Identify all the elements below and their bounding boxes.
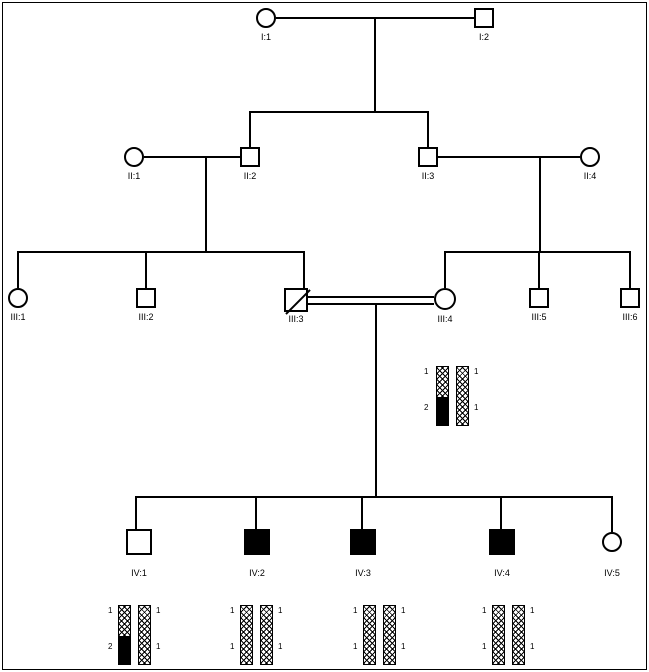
- symbol-square-affected: [489, 529, 515, 555]
- allele-label: 1: [482, 642, 487, 651]
- mating-line-II-3-4: [438, 156, 580, 158]
- haplotype-bar-paternal: [260, 605, 273, 665]
- sibship-line-II: [249, 111, 429, 113]
- descent-line-III-3-4: [375, 303, 377, 497]
- sib-drop-III-4: [444, 251, 446, 288]
- allele-label: 1: [474, 367, 479, 376]
- label-II-2: II:2: [243, 171, 257, 181]
- individual-I-1[interactable]: [256, 8, 276, 28]
- consanguineous-line-bottom: [308, 303, 434, 305]
- sib-drop-IV-3: [361, 496, 363, 529]
- allele-label: 1: [353, 606, 358, 615]
- allele-label: 1: [278, 606, 283, 615]
- sib-drop-II-3: [427, 111, 429, 147]
- individual-III-4[interactable]: [434, 288, 456, 310]
- deceased-slash-icon: [285, 289, 310, 314]
- symbol-circle-unaffected: [256, 8, 276, 28]
- individual-I-2[interactable]: [474, 8, 494, 28]
- individual-III-6[interactable]: [620, 288, 640, 308]
- haplotype-segment-black: [437, 397, 448, 425]
- label-III-5: III:5: [531, 312, 547, 322]
- individual-III-3[interactable]: [284, 288, 308, 312]
- label-III-3: III:3: [288, 314, 304, 324]
- sib-drop-II-2: [249, 111, 251, 147]
- label-IV-2: IV:2: [249, 568, 265, 578]
- allele-label: 1: [424, 367, 429, 376]
- haplotype-segment: [457, 367, 468, 425]
- individual-III-2[interactable]: [136, 288, 156, 308]
- individual-II-4[interactable]: [580, 147, 600, 167]
- individual-IV-2[interactable]: [244, 529, 270, 555]
- haplotype-segment: [261, 606, 272, 664]
- haplotype-segment: [384, 606, 395, 664]
- symbol-circle-unaffected: [580, 147, 600, 167]
- consanguineous-line-top: [308, 296, 434, 298]
- haplotype-segment: [513, 606, 524, 664]
- individual-IV-1[interactable]: [126, 529, 152, 555]
- allele-label: 1: [156, 606, 161, 615]
- sib-drop-IV-1: [135, 496, 137, 529]
- allele-label: 1: [530, 642, 535, 651]
- descent-line-II-3-4: [539, 156, 541, 252]
- descent-line-II-1-2: [205, 156, 207, 252]
- symbol-square-unaffected: [240, 147, 260, 167]
- individual-III-5[interactable]: [529, 288, 549, 308]
- individual-IV-3[interactable]: [350, 529, 376, 555]
- symbol-square-deceased: [284, 288, 308, 312]
- allele-label: 1: [230, 642, 235, 651]
- haplotype-segment: [437, 367, 448, 397]
- allele-label: 1: [482, 606, 487, 615]
- allele-label: 1: [278, 642, 283, 651]
- haplotype-bar-maternal: [436, 366, 449, 426]
- symbol-square-affected: [244, 529, 270, 555]
- allele-label: 1: [108, 606, 113, 615]
- symbol-square-affected: [350, 529, 376, 555]
- haplotype-bar-paternal: [383, 605, 396, 665]
- allele-label: 2: [424, 403, 429, 412]
- allele-label: 1: [401, 606, 406, 615]
- haplotype-segment: [493, 606, 504, 664]
- symbol-square-unaffected: [529, 288, 549, 308]
- haplotype-bar-maternal: [492, 605, 505, 665]
- sib-drop-III-1: [17, 251, 19, 288]
- haplotype-bar-paternal: [456, 366, 469, 426]
- symbol-square-unaffected: [418, 147, 438, 167]
- haplotype-bar-maternal: [240, 605, 253, 665]
- allele-label: 1: [401, 642, 406, 651]
- label-III-6: III:6: [622, 312, 638, 322]
- label-III-1: III:1: [10, 312, 26, 322]
- allele-label: 2: [108, 642, 113, 651]
- sibship-line-III-left: [17, 251, 305, 253]
- label-I-1: I:1: [260, 32, 271, 42]
- sibship-line-III-right: [444, 251, 630, 253]
- allele-label: 1: [156, 642, 161, 651]
- label-III-4: III:4: [437, 314, 453, 324]
- label-II-1: II:1: [127, 171, 141, 181]
- symbol-circle-unaffected: [124, 147, 144, 167]
- individual-IV-5[interactable]: [602, 532, 622, 552]
- sib-drop-IV-4: [500, 496, 502, 529]
- label-IV-3: IV:3: [355, 568, 371, 578]
- allele-label: 1: [353, 642, 358, 651]
- allele-label: 1: [474, 403, 479, 412]
- label-IV-5: IV:5: [604, 568, 620, 578]
- label-IV-1: IV:1: [131, 568, 147, 578]
- haplotype-segment: [139, 606, 150, 664]
- sib-drop-IV-5: [611, 496, 613, 532]
- haplotype-segment: [241, 606, 252, 664]
- haplotype-bar-maternal: [118, 605, 131, 665]
- label-II-4: II:4: [583, 171, 597, 181]
- diagram-frame: [2, 2, 647, 670]
- symbol-circle-unaffected: [434, 288, 456, 310]
- haplotype-bar-paternal: [512, 605, 525, 665]
- individual-III-1[interactable]: [8, 288, 28, 308]
- haplotype-bar-maternal: [363, 605, 376, 665]
- sib-drop-III-3: [303, 251, 305, 288]
- sib-drop-III-6: [629, 251, 631, 288]
- label-I-2: I:2: [478, 32, 489, 42]
- label-III-2: III:2: [138, 312, 154, 322]
- haplotype-segment: [119, 606, 130, 636]
- haplotype-segment-black: [119, 636, 130, 664]
- sib-drop-III-2: [145, 251, 147, 288]
- symbol-circle-unaffected: [8, 288, 28, 308]
- descent-line-I: [374, 17, 376, 112]
- allele-label: 1: [230, 606, 235, 615]
- label-IV-4: IV:4: [494, 568, 510, 578]
- symbol-square-unaffected: [136, 288, 156, 308]
- individual-II-1[interactable]: [124, 147, 144, 167]
- symbol-square-unaffected: [474, 8, 494, 28]
- haplotype-bar-paternal: [138, 605, 151, 665]
- individual-II-2[interactable]: [240, 147, 260, 167]
- individual-II-3[interactable]: [418, 147, 438, 167]
- label-II-3: II:3: [421, 171, 435, 181]
- sib-drop-IV-2: [255, 496, 257, 529]
- symbol-circle-unaffected: [602, 532, 622, 552]
- allele-label: 1: [530, 606, 535, 615]
- sib-drop-III-5: [538, 251, 540, 288]
- mating-line-II-1-2: [144, 156, 240, 158]
- sibship-line-IV: [135, 496, 611, 498]
- haplotype-segment: [364, 606, 375, 664]
- symbol-square-unaffected: [620, 288, 640, 308]
- symbol-square-unaffected: [126, 529, 152, 555]
- individual-IV-4[interactable]: [489, 529, 515, 555]
